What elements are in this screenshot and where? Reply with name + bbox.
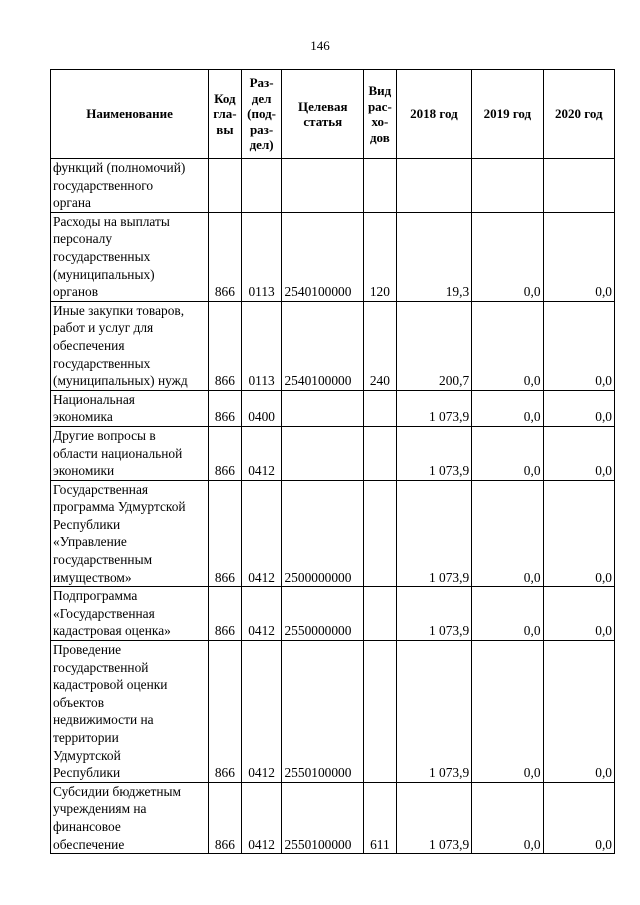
row-2018: 1 073,9 [396, 587, 471, 641]
row-chapter-code: 866 [209, 480, 242, 587]
table-row [51, 159, 615, 213]
table-row [51, 587, 615, 641]
row-target-article: 2550000000 [282, 587, 364, 641]
row-section: 0412 [241, 587, 282, 641]
header-section: Раз- дел (под- раз- дел) [241, 70, 282, 159]
row-chapter-code: 866 [209, 641, 242, 783]
row-section: 0412 [241, 480, 282, 587]
row-chapter-code: 866 [209, 587, 242, 641]
header-expense-type: Вид рас- хо- дов [364, 70, 397, 159]
row-section: 0412 [241, 782, 282, 853]
header-2018: 2018 год [396, 70, 471, 159]
row-chapter-code: 866 [209, 426, 242, 480]
row-expense-type [364, 426, 397, 480]
row-chapter-code: 866 [209, 301, 242, 390]
row-name: Государственная программа Удмуртской Республики «Управление государственным имуществом» [51, 480, 209, 587]
row-2020: 0,0 [543, 480, 614, 587]
row-2018: 1 073,9 [396, 480, 471, 587]
row-2020: 0,0 [543, 587, 614, 641]
row-2019: 0,0 [472, 426, 543, 480]
row-target-article: 2540100000 [282, 212, 364, 301]
table-row [51, 641, 615, 783]
row-2019: 0,0 [472, 587, 543, 641]
row-expense-type [364, 587, 397, 641]
row-section: 0113 [241, 212, 282, 301]
header-name: Наименование [51, 70, 209, 159]
row-2018: 1 073,9 [396, 390, 471, 426]
row-2020: 0,0 [543, 390, 614, 426]
row-2020 [543, 159, 614, 213]
row-name: Другие вопросы в области национальной экономики [51, 426, 209, 480]
row-2019: 0,0 [472, 782, 543, 853]
table-row [51, 480, 615, 587]
row-2020: 0,0 [543, 782, 614, 853]
row-name: Подпрограмма «Государственная кадастровая оценка» [51, 587, 209, 641]
row-2019: 0,0 [472, 301, 543, 390]
row-chapter-code [209, 159, 242, 213]
row-chapter-code: 866 [209, 212, 242, 301]
row-2019: 0,0 [472, 212, 543, 301]
table-row [51, 390, 615, 426]
table-row [51, 426, 615, 480]
row-2020: 0,0 [543, 641, 614, 783]
row-2018: 1 073,9 [396, 641, 471, 783]
row-chapter-code: 866 [209, 390, 242, 426]
row-2020: 0,0 [543, 212, 614, 301]
row-target-article: 2550100000 [282, 782, 364, 853]
row-target-article [282, 390, 364, 426]
row-section: 0113 [241, 301, 282, 390]
row-target-article: 2500000000 [282, 480, 364, 587]
row-2019: 0,0 [472, 390, 543, 426]
header-2019: 2019 год [472, 70, 543, 159]
row-expense-type [364, 159, 397, 213]
row-2019: 0,0 [472, 641, 543, 783]
row-name: Иные закупки товаров, работ и услуг для обеспечения государственных (муниципальных) нужд [51, 301, 209, 390]
row-target-article: 2550100000 [282, 641, 364, 783]
page-number: 146 [310, 38, 330, 53]
table-row [51, 301, 615, 390]
header-target-article: Целевая статья [282, 70, 364, 159]
row-expense-type: 611 [364, 782, 397, 853]
row-target-article: 2540100000 [282, 301, 364, 390]
row-chapter-code: 866 [209, 782, 242, 853]
row-2018: 1 073,9 [396, 426, 471, 480]
row-2018: 19,3 [396, 212, 471, 301]
header-chapter-code: Код гла- вы [209, 70, 242, 159]
row-2018 [396, 159, 471, 213]
row-expense-type: 240 [364, 301, 397, 390]
row-2018: 200,7 [396, 301, 471, 390]
row-expense-type: 120 [364, 212, 397, 301]
row-section: 0412 [241, 426, 282, 480]
row-expense-type [364, 480, 397, 587]
row-target-article [282, 426, 364, 480]
row-name: Проведение государственной кадастровой оценки объектов недвижимости на территории Удмуртской Республики [51, 641, 209, 783]
row-section [241, 159, 282, 213]
table-row [51, 212, 615, 301]
row-2018: 1 073,9 [396, 782, 471, 853]
header-2020: 2020 год [543, 70, 614, 159]
row-2020: 0,0 [543, 301, 614, 390]
row-name: Субсидии бюджетным учреждениям на финансовое обеспечение [51, 782, 209, 853]
table-header-row [51, 70, 615, 159]
row-name: Национальная экономика [51, 390, 209, 426]
row-2019: 0,0 [472, 480, 543, 587]
row-section: 0412 [241, 641, 282, 783]
row-name: функций (полномочий) государственного органа [51, 159, 209, 213]
row-expense-type [364, 641, 397, 783]
row-name: Расходы на выплаты персоналу государственных (муниципальных) органов [51, 212, 209, 301]
budget-table [50, 69, 615, 854]
row-2020: 0,0 [543, 426, 614, 480]
table-row [51, 782, 615, 853]
row-target-article [282, 159, 364, 213]
row-section: 0400 [241, 390, 282, 426]
row-expense-type [364, 390, 397, 426]
row-2019 [472, 159, 543, 213]
